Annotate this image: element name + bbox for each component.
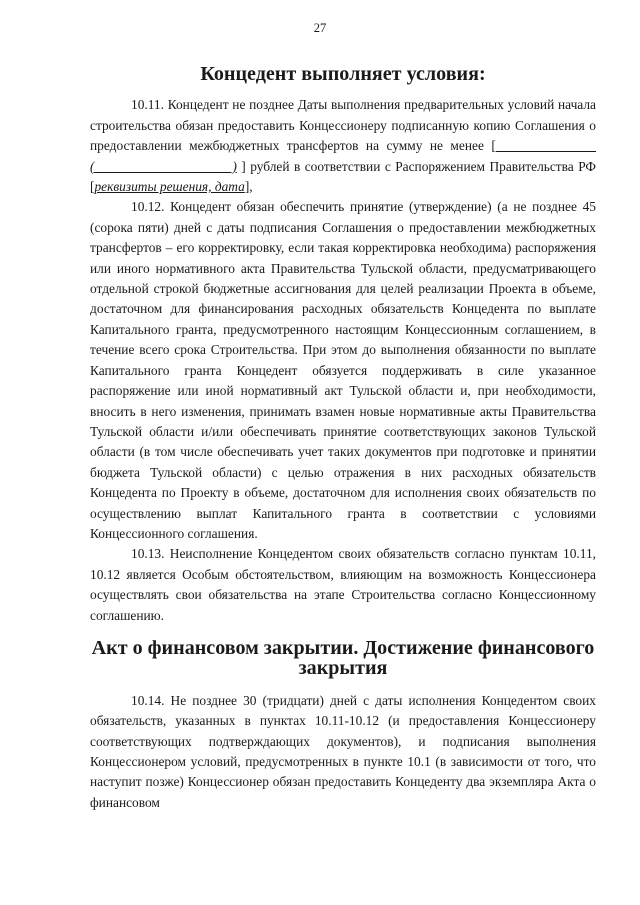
amount-blank-digits bbox=[496, 138, 596, 153]
paragraph-10-11-text-c: ], bbox=[244, 179, 253, 195]
paragraph-10-12: 10.12. Концедент обязан обеспечить принятие (утверждение) (а не позднее 45 (сорока пяти) дней с даты подписания Соглашения о предоставлении межбюджетных трансфертов – его корректировку, если такая корректировка необходима) распоряжения или иного нормативного акта Правительства Тульской области, предусматривающего отдельной строкой бюджетные ассигнования для целей реализации Проекта в объеме, достаточном для финансирования расходных обязательств Концедента по выплате Капитального гранта, предусмотренного настоящим Концессионным соглашением, в течение всего срока Строительства. При этом до выполнения обязанности по выплате Капитального гранта Концедент обязуется поддерживать в силе указанное распоряжение или иной нормативный акт Тульской области и, при необходимости, вносить в него изменения, принимать взамен новые нормативные акты Правительства Тульской области и/или обеспечивать принятие соответствующих законов Тульской области (в том числе обеспечивать учет таких документов при подготовке и принятии бюджета Тульской области) с целью отражения в них расходных обязательств Концедента по Проекту в объеме, достаточном для исполнения своих обязательств по осуществлению выплат Капитального гранта в соответствии с условиями Концессионного соглашения. bbox=[90, 199, 596, 541]
decision-details-placeholder: реквизиты решения, дата bbox=[94, 179, 245, 195]
section-heading-financial-close: Акт о финансовом закрытии. Достижение финансового закрытия bbox=[91, 636, 595, 680]
paragraph-10-11-text-a: 10.11. Концедент не позднее Даты выполнения предварительных условий начала строительства обязан предоставить Концессионеру подписанную копию Соглашения о предоставлении межбюджетных трансфертов на сумму не менее [ bbox=[90, 97, 596, 154]
paragraph-10-14: 10.14. Не позднее 30 (тридцати) дней с даты исполнения Концедентом своих обязательств, указанных в пунктах 10.11-10.12 (и предоставления Концессионеру соответствующих подтверждающих документов), и подписания выполнения Концессионером условий, предусмотренных в пункте 10.1 (в зависимости от того, что наступит позже) Концессионер обязан предоставить Концеденту два экземпляра Акта о финансовом bbox=[90, 692, 596, 810]
section-heading-concedent-conditions: Концедент выполняет условия: bbox=[200, 63, 486, 85]
document-body bbox=[90, 64, 596, 813]
paragraph-10-11-text-b: ] рублей в соответствии с Распоряжением Правительства РФ [ bbox=[90, 158, 596, 195]
paragraph-10-13: 10.13. Неисполнение Концедентом своих обязательств согласно пунктам 10.11, 10.12 является Особым обстоятельством, влияющим на возможность Концессионера осуществлять свои обязательства на этапе Строительства согласно Концессионному соглашению. bbox=[90, 546, 596, 623]
paragraph-10-11 bbox=[90, 95, 596, 197]
amount-blank-words: ( ) bbox=[90, 158, 237, 174]
page-number: 27 bbox=[313, 21, 327, 35]
